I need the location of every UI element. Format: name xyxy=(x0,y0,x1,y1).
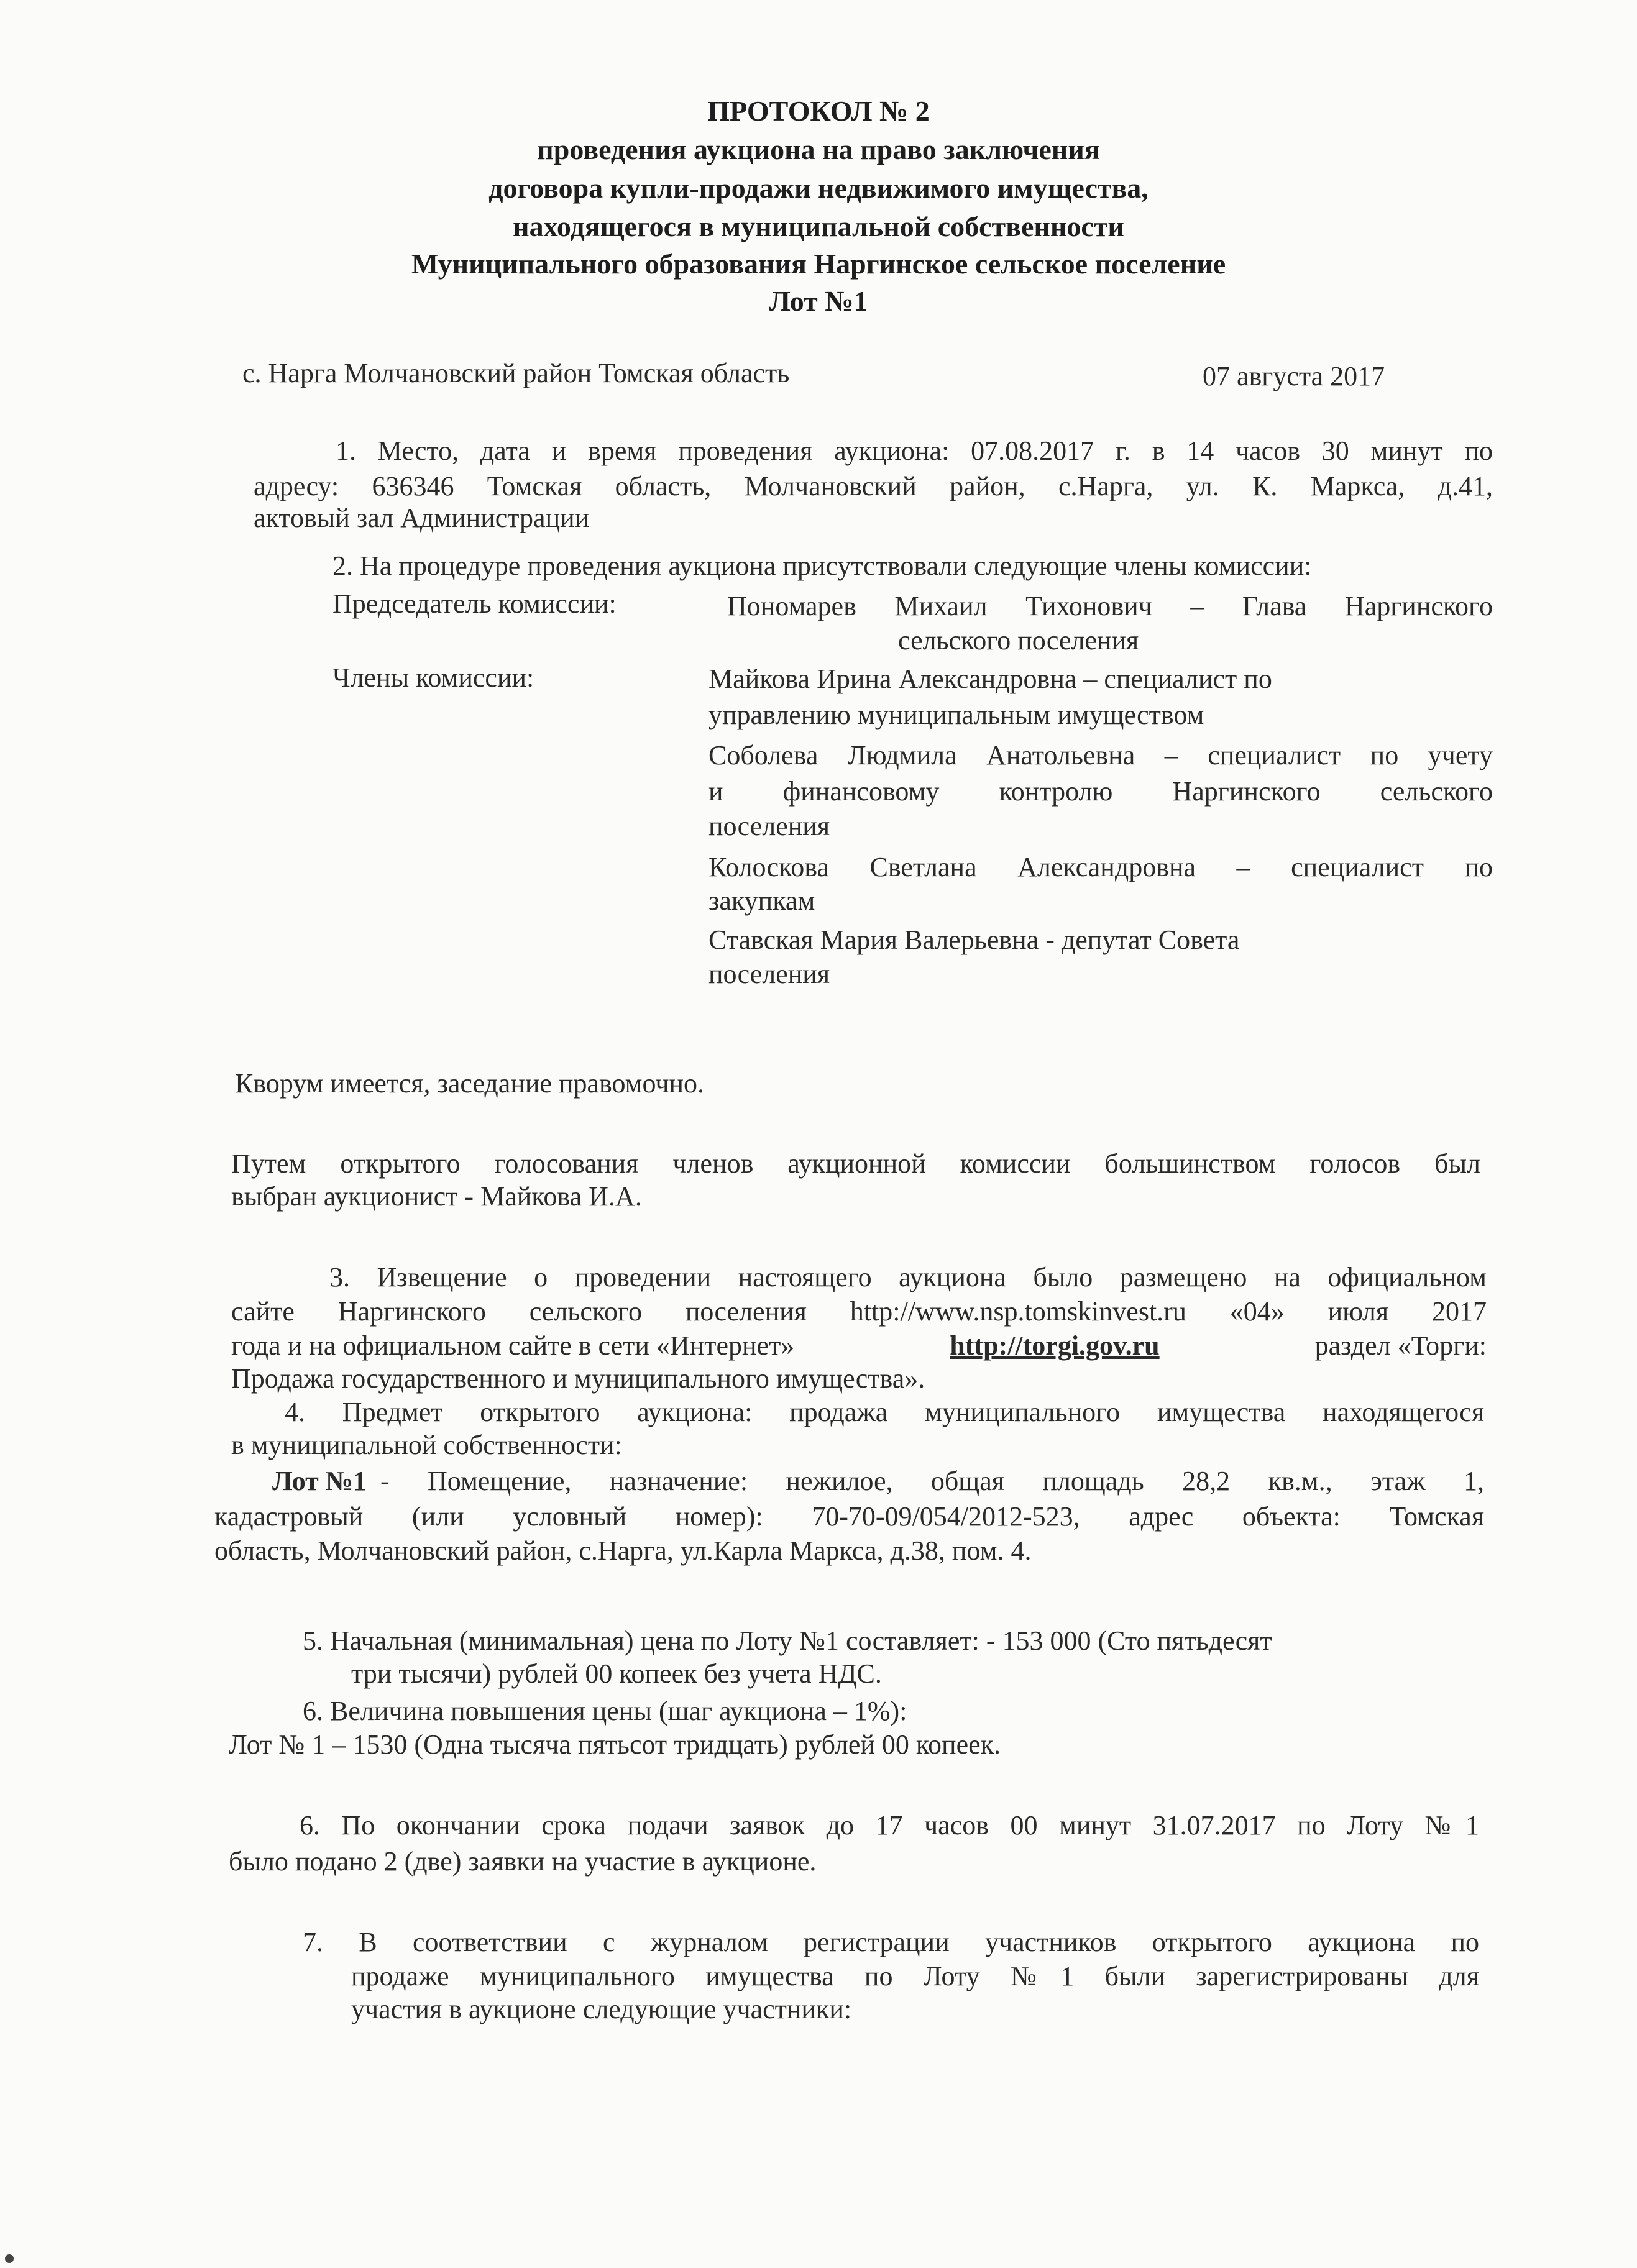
member-line-4: и финансовому контролю Наргинского сельского xyxy=(708,776,1493,807)
item5-line2: три тысячи) рублей 00 копеек без учета НДС. xyxy=(351,1658,882,1689)
auctioneer-line1: Путем открытого голосования членов аукционной комиссии большинством голосов был xyxy=(231,1148,1480,1179)
header-lot: Лот №1 xyxy=(769,285,868,317)
member-line-1: Майкова Ирина Александровна – специалист по xyxy=(708,664,1272,694)
date: 07 августа 2017 xyxy=(1203,361,1385,391)
item1-line1: 1. Место, дата и время проведения аукциона: 07.08.2017 г. в 14 часов 30 минут по xyxy=(336,436,1493,466)
member-line-8: Ставская Мария Валерьевна - депутат Совета xyxy=(708,925,1240,955)
members-label: Члены комиссии: xyxy=(332,662,534,693)
item3-line2: сайте Наргинского сельского поселения http://www.nsp.tomskinvest.ru «04» июля 2017 xyxy=(231,1296,1487,1327)
quorum: Кворум имеется, заседание правомочно. xyxy=(235,1068,705,1099)
lot-description-1: - Помещение, назначение: нежилое, общая площадь 28,2 кв.м., этаж 1, xyxy=(380,1466,1484,1496)
chair-label: Председатель комиссии: xyxy=(332,588,617,619)
member-line-9: поселения xyxy=(708,959,830,989)
item6b-line2: было подано 2 (две) заявки на участие в аукционе. xyxy=(229,1846,817,1877)
member-line-3: Соболева Людмила Анатольевна – специалист по учету xyxy=(708,740,1493,770)
header-line-3: находящегося в муниципальной собственности xyxy=(513,211,1124,242)
item4-line1: 4. Предмет открытого аукциона: продажа муниципального имущества находящегося xyxy=(285,1397,1484,1427)
chair-line2: сельского поселения xyxy=(898,625,1139,656)
item6a-line2: Лот № 1 – 1530 (Одна тысяча пятьсот тридцать) рублей 00 копеек. xyxy=(229,1729,1001,1760)
item5-line1: 5. Начальная (минимальная) цена по Лоту №1 составляет: - 153 000 (Сто пятьдесят xyxy=(303,1626,1272,1656)
item7-line2: продаже муниципального имущества по Лоту №1 были зарегистрированы для xyxy=(351,1961,1479,1991)
item2-intro: 2. На процедуре проведения аукциона присутствовали следующие члены комиссии: xyxy=(332,551,1312,581)
item3-line3-pre: года и на официальном сайте в сети «Интернет» xyxy=(231,1330,795,1361)
chair-line1: Пономарев Михаил Тихонович – Глава Наргинского xyxy=(727,591,1493,621)
item4-lot-line2: кадастровый (или условный номер): 70-70-09/054/2012-523, адрес объекта: Томская xyxy=(214,1501,1484,1532)
member-line-2: управлению муниципальным имуществом xyxy=(708,700,1204,730)
item1-line2: адресу: 636346 Томская область, Молчановский район, с.Нарга, ул. К. Маркса, д.41, xyxy=(254,471,1493,501)
lot-label: Лот №1 xyxy=(272,1466,367,1496)
item4-line2: в муниципальной собственности: xyxy=(231,1430,622,1460)
header-line-4: Муниципального образования Наргинское сельское поселение xyxy=(411,248,1226,280)
member-line-7: закупкам xyxy=(708,885,815,916)
item1-line3: актовый зал Администрации xyxy=(254,503,590,533)
item3-line4: Продажа государственного и муниципального имущества». xyxy=(231,1363,925,1394)
item3-line3-post: раздел «Торги: xyxy=(1314,1330,1487,1361)
member-line-5: поселения xyxy=(708,811,830,841)
item4-lot-line3: область, Молчановский район, с.Нарга, ул.Карла Маркса, д.38, пом. 4. xyxy=(214,1535,1032,1566)
item4-lot-line1 xyxy=(272,1465,1484,1498)
auctioneer-line2: выбран аукционист - Майкова И.А. xyxy=(231,1181,642,1212)
protocol-title: ПРОТОКОЛ № 2 xyxy=(707,95,930,127)
header-line-2: договора купли-продажи недвижимого имущества, xyxy=(488,172,1149,204)
scan-speck xyxy=(5,2254,14,2263)
item7-line1: 7. В соответствии с журналом регистрации участников открытого аукциона по xyxy=(303,1927,1479,1957)
item6a-line1: 6. Величина повышения цены (шаг аукциона – 1%): xyxy=(303,1696,907,1726)
item3-line1: 3. Извещение о проведении настоящего аукциона было размещено на официальном xyxy=(329,1262,1487,1292)
header-line-1: проведения аукциона на право заключения xyxy=(537,134,1100,165)
member-line-6: Колоскова Светлана Александровна – специалист по xyxy=(708,852,1493,882)
place: с. Нарга Молчановский район Томская область xyxy=(242,358,790,388)
item6b-line1: 6. По окончании срока подачи заявок до 17 часов 00 минут 31.07.2017 по Лоту №1 xyxy=(300,1810,1479,1840)
torgi-link[interactable]: http://torgi.gov.ru xyxy=(950,1330,1160,1361)
item3-line3 xyxy=(231,1330,1487,1362)
item7-line3: участия в аукционе следующие участники: xyxy=(351,1994,852,2024)
